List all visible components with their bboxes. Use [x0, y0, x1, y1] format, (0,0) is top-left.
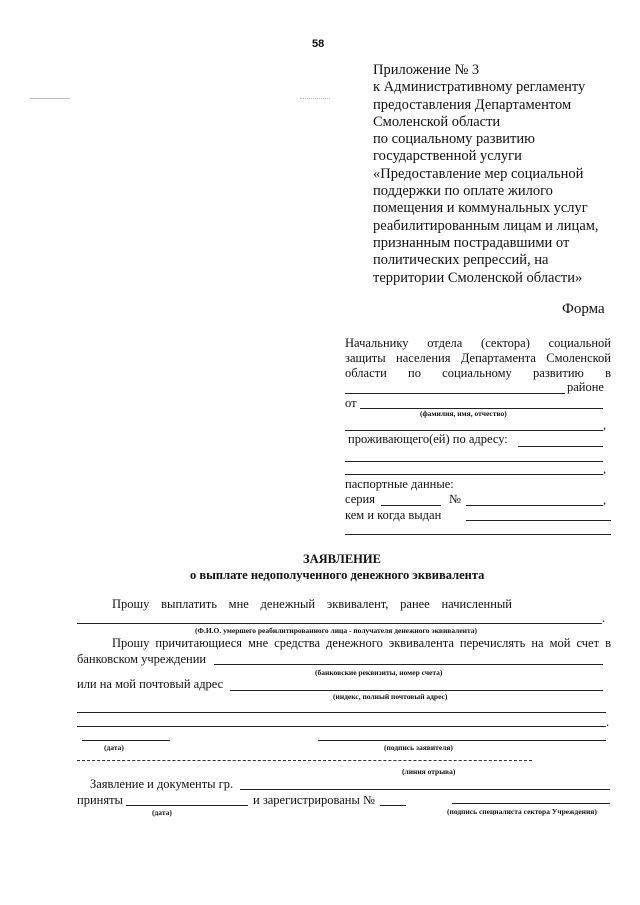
appendix-line: политических репрессий, на	[373, 252, 549, 269]
appendix-line: к Административному регламенту	[373, 79, 586, 96]
hint-address: (индекс, полный почтовый адрес)	[333, 692, 448, 701]
accepted-date-field[interactable]	[126, 805, 248, 806]
appendix-line: государственной услуги	[373, 148, 522, 165]
accepted-label: приняты	[77, 793, 123, 807]
postal-address-field-2[interactable]	[77, 712, 606, 713]
hint-fio: (Ф.И.О. умершего реабилитированного лица - получателя денежного эквивалента)	[195, 626, 478, 635]
hint-sign: (подпись заявителя)	[384, 743, 453, 752]
appendix-line: Смоленской области	[373, 113, 501, 130]
appendix-line: по социальному развитию	[373, 131, 535, 148]
appendix-line: реабилитированным лицам и лицам,	[373, 217, 599, 234]
postal-address-field[interactable]	[230, 690, 603, 691]
cut-line-label: (линия отрыва)	[402, 767, 456, 776]
postal-label: или на мой почтовый адрес	[77, 677, 224, 691]
appendix-line: помещения и коммунальных услуг	[373, 200, 588, 217]
applicant-name-field-2[interactable]	[345, 430, 603, 431]
from-label: от	[345, 396, 357, 410]
hint-specialist: (подпись специалиста сектора Учреждения)	[447, 807, 597, 816]
district-label: районе	[567, 380, 604, 394]
para2a: Прошу причитающиеся мне средства денежного эквивалента перечислять на мой счет в	[112, 636, 611, 650]
citizen-name-field[interactable]	[240, 789, 610, 790]
residing-label: проживающего(ей) по адресу:	[348, 432, 508, 446]
registration-number-field[interactable]	[380, 805, 406, 806]
docs-label: Заявление и документы гр.	[90, 777, 234, 791]
addressee-line-1: Начальнику отдела (сектора) социальной	[345, 336, 611, 350]
name-hint: (фамилия, имя, отчество)	[420, 409, 507, 418]
addressee-line-3: области по социальному развитию в	[345, 366, 611, 380]
appendix-line: территории Смоленской области»	[373, 269, 583, 286]
statement-title: ЗАЯВЛЕНИЕ	[303, 552, 381, 566]
specialist-signature-field[interactable]	[452, 803, 610, 804]
date-field[interactable]	[82, 740, 170, 741]
postal-address-field-3[interactable]	[77, 726, 606, 727]
address-field-1[interactable]	[518, 446, 603, 447]
period: .	[606, 715, 610, 729]
scan-mark	[30, 98, 70, 99]
hint-bank: (банковские реквизиты, номер счета)	[315, 668, 443, 677]
period: .	[602, 611, 606, 625]
appendix-line: предоставления Департаментом	[373, 96, 572, 113]
para2b: банковском учреждении	[77, 652, 207, 666]
number-sign: №	[449, 492, 461, 506]
para1: Прошу выплатить мне денежный эквивалент, ранее начисленный	[112, 597, 512, 611]
deceased-name-field[interactable]	[77, 623, 602, 624]
appendix-line: Приложение № 3	[373, 62, 480, 78]
address-field-3[interactable]	[345, 474, 603, 475]
comma: ,	[603, 462, 607, 476]
issued-label: кем и когда выдан	[345, 508, 442, 522]
page-number: 58	[312, 38, 325, 50]
signature-field[interactable]	[318, 740, 606, 741]
issued-field-2[interactable]	[345, 534, 611, 535]
hint-date: (дата)	[104, 743, 124, 752]
series-label: серия	[345, 492, 375, 506]
passport-label: паспортные данные:	[345, 477, 454, 491]
hint-accepted-date: (дата)	[152, 808, 172, 817]
comma: ,	[603, 493, 607, 507]
addressee-line-2: защиты населения Департамента Смоленской	[345, 351, 611, 365]
comma: ,	[603, 418, 607, 432]
issued-field-1[interactable]	[466, 520, 611, 521]
cut-line	[77, 760, 532, 761]
scan-mark	[300, 98, 330, 99]
district-field[interactable]	[345, 393, 565, 394]
bank-details-field[interactable]	[214, 664, 603, 665]
registered-label: и зарегистрированы №	[253, 793, 375, 807]
statement-subtitle: о выплате недополученного денежного эквивалента	[190, 568, 485, 582]
appendix-line: поддержки по оплате жилого	[373, 183, 553, 200]
series-field[interactable]	[381, 505, 441, 506]
appendix-line: признанным пострадавшими от	[373, 234, 570, 251]
appendix-line: «Предоставление мер социальной	[373, 165, 584, 182]
form-label: Форма	[562, 301, 605, 317]
appendix-block	[373, 62, 599, 287]
passport-number-field[interactable]	[466, 505, 603, 506]
address-field-2[interactable]	[345, 461, 603, 462]
